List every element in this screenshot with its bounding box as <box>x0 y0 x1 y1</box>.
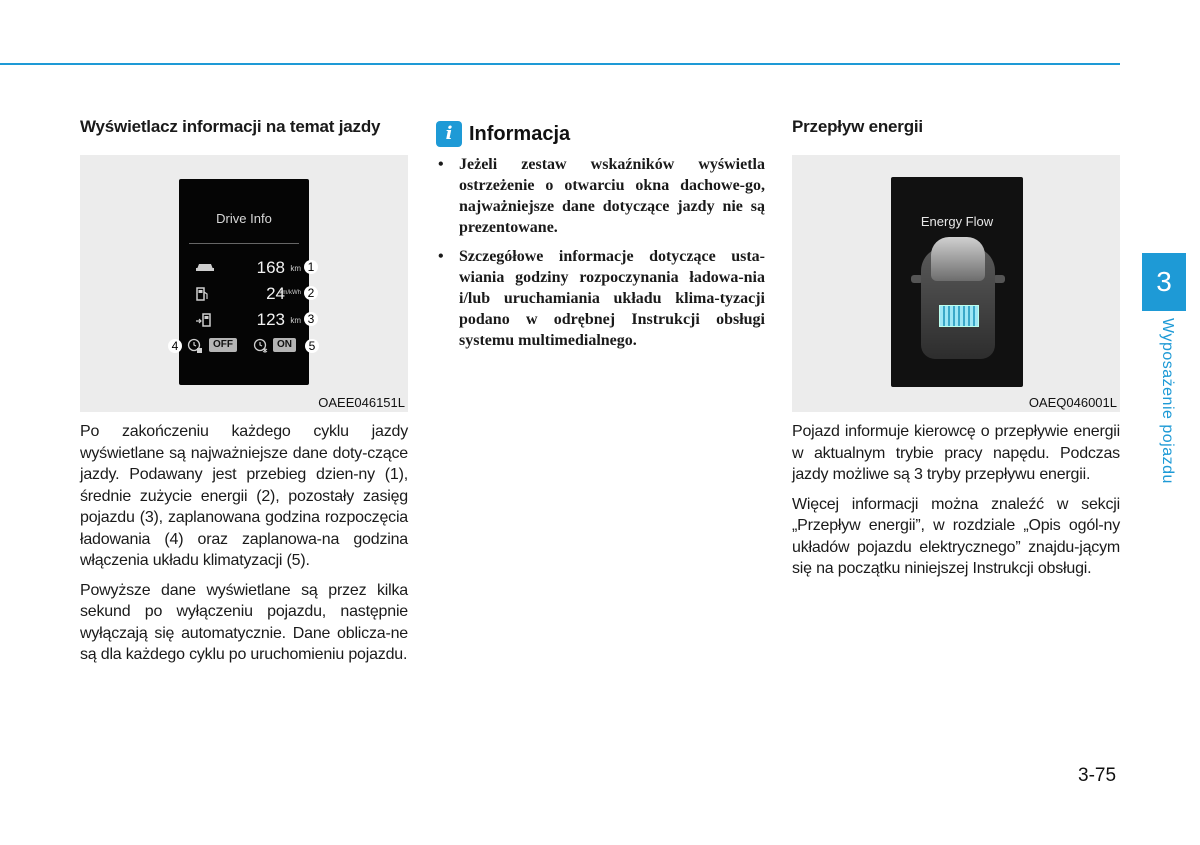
trip-distance-value: 168 <box>256 258 285 277</box>
figure-code: OAEE046151L <box>318 395 405 410</box>
chapter-label: Wyposażenie pojazdu <box>1159 318 1176 484</box>
schedule-row <box>179 337 309 359</box>
callout-3: 3 <box>304 312 318 326</box>
car-icon <box>195 260 217 276</box>
range-icon <box>195 312 217 328</box>
energy-flow-figure <box>792 155 1120 412</box>
info-header <box>436 118 765 150</box>
energy-consumption-row <box>179 283 309 305</box>
energy-flow-heading: Przepływ energii <box>792 117 923 136</box>
left-column-text <box>80 421 408 674</box>
off-badge: OFF <box>209 338 237 352</box>
screen-title: Energy Flow <box>920 214 994 229</box>
remaining-range-unit: km <box>290 316 301 325</box>
screen-divider <box>189 243 299 244</box>
climate-clock-icon <box>253 338 269 359</box>
callout-5: 5 <box>305 339 319 353</box>
drive-info-figure <box>80 155 408 412</box>
trip-distance-row <box>179 257 309 279</box>
paragraph: Po zakończeniu każdego cyklu jazdy wyświetlane są najważniejsze dane doty-czące jazdy. Podawany jest przebieg dzien-ny (1), średnie zużycie energii (2), pozostały zasięg pojazdu (3), zaplanowana godzina rozpoczęcia ładowania (4) oraz zaplanowa-na godzina włączenia układu klimatyzacji (5). <box>80 423 408 569</box>
paragraph: Pojazd informuje kierowcę o przepływie energii w aktualnym trybie pracy napędu. Podczas jazdy możliwe są 3 tryby przepływu energii. <box>792 423 1120 483</box>
energy-consumption-value: 24 <box>266 284 285 303</box>
figure-code: OAEQ046001L <box>1028 395 1117 410</box>
callout-1: 1 <box>304 260 318 274</box>
drive-info-heading: Wyświetlacz informacji na temat jazdy <box>80 117 381 136</box>
chapter-tab: 3 <box>1142 253 1186 311</box>
list-item: • Jeżeli zestaw wskaźników wyświetla ostrzeżenie o otwarciu okna dachowe-go, najważniejsze dane dotyczące jazdy nie są prezentowane. <box>436 154 765 238</box>
trip-distance-unit: km <box>290 264 301 273</box>
right-column <box>792 116 1120 138</box>
remaining-range-row <box>179 309 309 331</box>
screen-title: Drive Info <box>216 211 272 226</box>
top-rule <box>0 63 1120 65</box>
on-badge: ON <box>273 338 296 352</box>
remaining-range-value: 123 <box>256 310 285 329</box>
info-icon: i <box>436 121 462 147</box>
right-column-text <box>792 421 1120 588</box>
energy-consumption-unit: km/kWh <box>279 290 301 296</box>
left-column <box>80 116 408 138</box>
paragraph: Powyższe dane wyświetlane są przez kilka sekund po wyłączeniu pojazdu, następnie wyłączają się automatycznie. Dane oblicza-ne są dla każdego cyklu po uruchomieniu pojazdu. <box>80 581 408 663</box>
page-number: 3-75 <box>1078 765 1117 786</box>
callout-4: 4 <box>168 339 182 353</box>
energy-flow-screen <box>891 177 1023 387</box>
charging-station-icon <box>195 286 217 302</box>
drive-info-screen <box>179 179 309 385</box>
paragraph: Więcej informacji można znaleźć w sekcji „Przepływ energii”, w rozdziale „Opis ogól-ny układów pojazdu elektrycznego” znajdu-jącym się na początku niniejszej Instrukcji obsługi. <box>792 495 1120 577</box>
info-title: Informacja <box>469 122 571 145</box>
info-bullets <box>436 154 765 351</box>
charge-clock-icon <box>187 338 203 359</box>
info-box <box>436 118 765 359</box>
list-item: • Szczegółowe informacje dotyczące usta-wiania godziny rozpoczynania ładowa-nia i/lub uruchamiania układu klima-tyzacji podano w odrębnej Instrukcji obsługi systemu multimedialnego. <box>436 246 765 351</box>
callout-2: 2 <box>304 286 318 300</box>
battery-icon <box>939 305 979 327</box>
